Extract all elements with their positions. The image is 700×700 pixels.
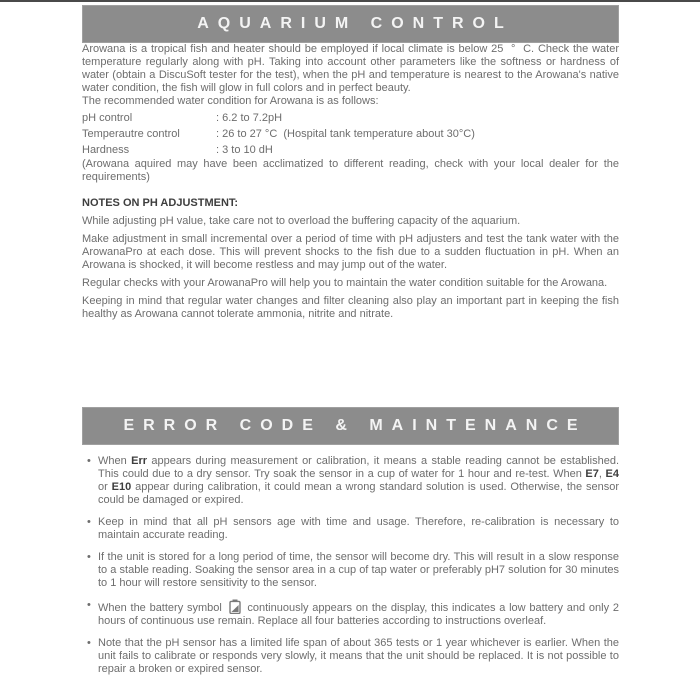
manual-page <box>82 5 619 676</box>
maintenance-bullet <box>82 516 619 542</box>
notes-paragraph: Keeping in mind that regular water changes and filter cleaning also play an important part in keeping the fish healthy as Arowana cannot tolerate ammonia, nitrite and nitrate. <box>82 295 619 320</box>
condition-label: Temperautre control <box>82 128 180 140</box>
notes-paragraph: Regular checks with your ArowanaPro will help you to maintain the water condition suitable for the Arowana. <box>82 277 608 289</box>
bullet-marker: • <box>87 599 91 611</box>
recommended-conditions-intro: The recommended water condition for Arowana is as follows: <box>82 95 379 107</box>
page-top-border <box>0 0 700 2</box>
condition-label: Hardness <box>82 144 130 156</box>
section-title-aquarium-control: AQUARIUM CONTROL <box>197 15 513 32</box>
notes-paragraphs <box>82 215 619 321</box>
intro-paragraph: Arowana is a tropical fish and heater should be employed if local climate is below 25 ° C. Check the water temperature regularly along with pH. Taking into account other parameters like the softness or hardness of water (obtain a DiscuSoft tester for the test), when the pH and temperature is nearest to the Arowana's native water condition, the fish will glow in full colors and in perfect beauty. <box>82 43 619 94</box>
bullet-marker: • <box>87 637 91 649</box>
bullet-text: Note that the pH sensor has a limited life span of about 365 tests or 1 year whichever is earlier. When the unit fails to calibrate or responds very slowly, it means that the unit should be replaced. It is not possible to repair a broken or expired sensor. <box>98 637 619 675</box>
low-battery-icon <box>229 599 241 614</box>
bullet-text: Keep in mind that all pH sensors age with time and usage. Therefore, re-calibration is necessary to maintain accurate reading. <box>98 516 619 541</box>
condition-value: : 6.2 to 7.2pH <box>216 112 283 124</box>
maintenance-bullet-list <box>82 455 619 676</box>
condition-value: : 3 to 10 dH <box>216 144 273 156</box>
bullet-text: When Err appears during measurement or calibration, it means a stable reading cannot be established. This could due to a dry sensor. Try soak the sensor in a cup of water for 1 hour and re-test. When E7, E4 or E10 appear during calibration, it could mean a wrong standard solution is used. Otherwise, the sensor could be damaged or expired. <box>98 455 620 506</box>
water-condition-row <box>82 110 619 126</box>
maintenance-bullet <box>82 599 619 628</box>
condition-value: : 26 to 27 °C (Hospital tank temperature about 30°C) <box>216 128 475 140</box>
bullet-text: If the unit is stored for a long period of time, the sensor will become dry. This will result in a slow response to a stable reading. Soaking the sensor area in a cup of tap water or preferably pH7 solution for 30 minutes to 1 hour will restore sensitivity to the sensor. <box>98 551 619 589</box>
bullet-marker: • <box>87 516 91 528</box>
maintenance-bullet <box>82 455 619 507</box>
water-condition-row <box>82 142 619 158</box>
section-header-aquarium-control <box>82 5 619 43</box>
maintenance-bullet <box>82 551 619 590</box>
notes-paragraph: Make adjustment in small incremental over a period of time with pH adjusters and test the tank water with the ArowanaPro at each dose. This will prevent shocks to the fish due to a sudden fluctuation in pH. When an Arowana is shocked, it will become restless and may jump out of the water. <box>82 233 619 271</box>
bullet-text: When the battery symbol continuously appears on the display, this indicates a low battery and only 2 hours of continuous use remain. Replace all four batteries according to instructions overleaf. <box>98 599 619 628</box>
notes-on-ph-adjustment-heading: NOTES ON PH ADJUSTMENT: <box>82 197 239 209</box>
bullet-marker: • <box>87 455 91 467</box>
bullet-marker: • <box>87 551 91 563</box>
notes-paragraph: While adjusting pH value, take care not to overload the buffering capacity of the aquarium. <box>82 215 521 227</box>
condition-label: pH control <box>82 112 133 124</box>
section-title-error-code-maintenance: ERROR CODE & MAINTENANCE <box>123 417 587 434</box>
section-header-error-code-maintenance <box>82 407 619 445</box>
water-condition-table <box>82 110 619 158</box>
acclimatization-note: (Arowana aquired may have been acclimatized to different reading, check with your local dealer for the requirements) <box>82 158 619 183</box>
maintenance-bullet <box>82 637 619 676</box>
water-condition-row <box>82 126 619 142</box>
